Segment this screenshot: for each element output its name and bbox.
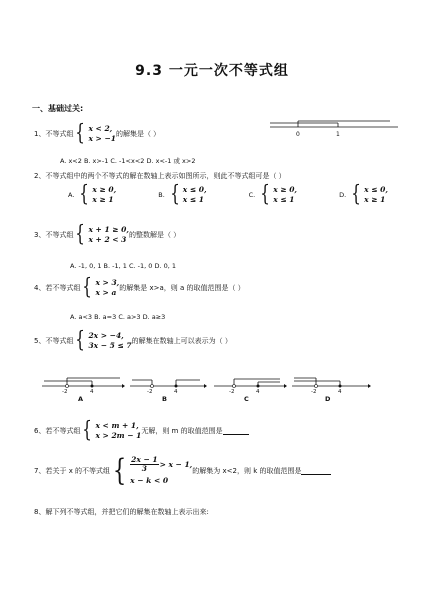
q5-axis-d <box>290 372 372 402</box>
question-6 <box>34 420 249 442</box>
q5-axis-a <box>40 372 124 402</box>
inequality-line-1: x > 3, <box>95 278 120 287</box>
inequality-line-1-rest: > x − 1, <box>159 459 193 469</box>
question-suffix: 的解集为 x<2，则 k 的取值范围是 <box>192 466 302 475</box>
inequality-system <box>73 123 115 145</box>
question-1 <box>34 123 160 145</box>
question-5 <box>34 330 232 352</box>
question-number: 6、 <box>34 426 46 435</box>
question-number: 1、 <box>34 129 46 138</box>
inequality-line-2: x > a <box>95 288 117 297</box>
svg-text:-2: -2 <box>311 389 317 395</box>
inequality-system: { x + 1 ≥ 0, x + 2 < 3 <box>75 222 130 247</box>
question-suffix: 的整数解是（ ） <box>129 230 181 239</box>
option-label: B <box>162 395 167 403</box>
tick-label: 0 <box>296 131 300 138</box>
question-number: 4、 <box>34 283 46 292</box>
tick-label: 1 <box>336 131 340 138</box>
q2-options <box>68 184 388 206</box>
inequality-line-2: 3x − 5 ≤ 7 <box>88 341 132 350</box>
question-suffix: 的解集是（ ） <box>115 129 161 138</box>
question-8: 8、解下列不等式组，并把它们的解集在数轴上表示出来: <box>34 508 209 516</box>
inequality-line-2: x − k < 0 <box>130 476 169 485</box>
inequality-line-1: 2x > −4, <box>88 331 124 340</box>
question-number: 3、 <box>34 230 46 239</box>
question-prefix: 不等式组 <box>45 129 74 138</box>
inequality-line-2: x > −1 <box>88 134 116 143</box>
option-c: C. { x ≥ 0, x ≤ 1 <box>248 182 298 207</box>
question-3 <box>34 224 180 246</box>
fraction-denominator: 3 <box>141 464 147 473</box>
inequality-line-1: x + 1 ≥ 0, <box>88 225 130 234</box>
svg-text:4: 4 <box>338 389 342 395</box>
brace-symbol: { <box>75 121 86 146</box>
q5-axis-c <box>212 372 288 402</box>
question-7 <box>34 453 331 488</box>
question-prefix: 不等式组 <box>45 230 74 239</box>
answer-blank[interactable] <box>223 427 249 435</box>
section-heading: 一、基础过关: <box>32 104 84 113</box>
inequality-system: { 2x > −4, 3x − 5 ≤ 7 <box>75 328 132 353</box>
question-4 <box>34 277 245 299</box>
inequality-line-2: x + 2 < 3 <box>88 235 127 244</box>
inequality-system: { x > 3, x > a <box>82 275 120 300</box>
svg-text:-2: -2 <box>62 389 68 395</box>
option-label: A <box>78 395 84 403</box>
fraction-numerator: 2x − 1 <box>131 455 158 464</box>
q5-axis-b <box>128 372 208 402</box>
option-d: D. { x ≤ 0, x ≥ 1 <box>339 182 388 207</box>
question-suffix: 无解，则 m 的取值范围是 <box>141 426 223 435</box>
svg-text:-2: -2 <box>147 389 153 395</box>
inequality-system: { $\frac{2x - 1}{3}$ > x − 1, x − k < 0 <box>112 453 193 488</box>
question-prefix: 若不等式组 <box>45 283 81 292</box>
q3-choices: A. -1, 0, 1 B. -1, 1 C. -1, 0 D. 0, 1 <box>70 262 176 270</box>
option-a: A. { x ≥ 0, x ≥ 1 <box>68 182 117 207</box>
inequality-line-1: x < 2, <box>88 124 113 133</box>
question-number: 7、 <box>34 466 46 475</box>
option-b: B. { x ≤ 0, x ≤ 1 <box>158 182 207 207</box>
option-label: D <box>325 395 331 403</box>
option-label: C <box>244 395 249 403</box>
question-prefix: 不等式组 <box>45 336 74 345</box>
q1-number-line <box>270 118 400 138</box>
inequality-line-1: x < m + 1, <box>95 421 139 430</box>
svg-text:4: 4 <box>90 389 94 395</box>
question-number: 5、 <box>34 336 46 345</box>
svg-text:4: 4 <box>256 389 260 395</box>
answer-blank[interactable] <box>301 467 331 475</box>
question-prefix: 若不等式组 <box>45 426 81 435</box>
question-suffix: 的解集是 x>a，则 a 的取值范围是（ ） <box>119 283 245 292</box>
svg-text:-2: -2 <box>229 389 235 395</box>
page-title: 9.3 一元一次不等式组 <box>135 63 289 79</box>
q4-choices: A. a<3 B. a=3 C. a>3 D. a≥3 <box>70 313 166 321</box>
question-prefix: 若关于 x 的不等式组 <box>45 466 111 475</box>
q1-choices: A. x<2 B. x>-1 C. -1<x<2 D. x<-1 或 x>2 <box>60 157 196 165</box>
question-suffix: 的解集在数轴上可以表示为（ ） <box>131 336 232 345</box>
svg-text:4: 4 <box>174 389 178 395</box>
fraction <box>130 456 158 473</box>
inequality-line-2: x > 2m − 1 <box>95 431 142 440</box>
question-2: 2、不等式组中的两个不等式的解在数轴上表示如图所示，则此不等式组可是（ ） <box>34 172 286 180</box>
inequality-system: { x < m + 1, x > 2m − 1 <box>82 418 142 443</box>
